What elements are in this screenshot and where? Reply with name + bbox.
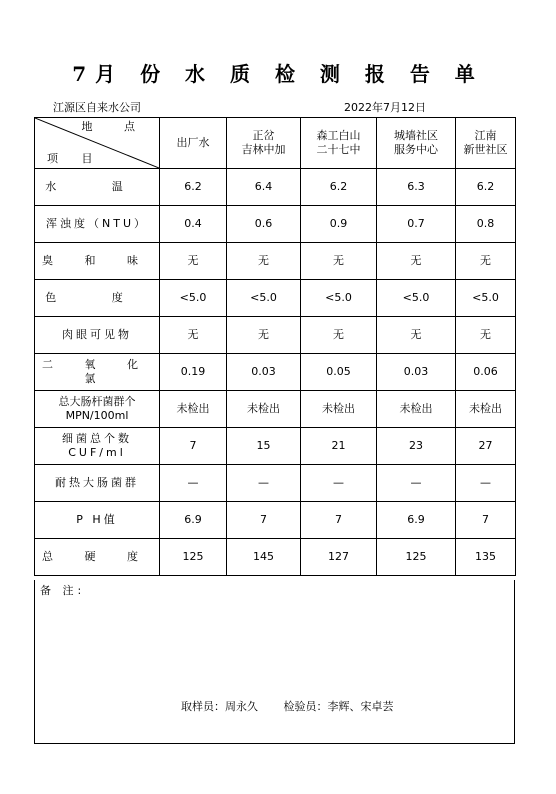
value-cell: — <box>160 465 227 502</box>
value-cell: 21 <box>301 428 377 465</box>
value-cell: 7 <box>227 502 301 539</box>
item-name-cell <box>35 391 160 428</box>
location-header-1: 正岔 吉林中加 <box>227 118 301 169</box>
item-name-part: MPN/100ml <box>65 409 129 422</box>
value-cell: — <box>456 465 516 502</box>
value-cell: 6.2 <box>456 169 516 206</box>
value-cell: — <box>377 465 456 502</box>
value-cell: 0.4 <box>160 206 227 243</box>
table-row <box>35 206 516 243</box>
value-cell: 23 <box>377 428 456 465</box>
item-name-cell: 耐热大肠菌群 <box>35 465 160 502</box>
remarks-label: 备 注: <box>40 584 86 597</box>
value-cell: 127 <box>301 539 377 576</box>
value-cell: <5.0 <box>377 280 456 317</box>
table-row <box>35 391 516 428</box>
item-name-cell: 细菌总个数 CUF/ml <box>35 428 160 465</box>
value-cell: — <box>227 465 301 502</box>
value-cell: 无 <box>227 317 301 354</box>
value-cell: 无 <box>456 243 516 280</box>
value-cell: — <box>301 465 377 502</box>
water-quality-table <box>34 117 516 576</box>
company-name: 江源区自来水公司 <box>53 101 141 114</box>
value-cell: 135 <box>456 539 516 576</box>
value-cell: 无 <box>160 317 227 354</box>
inspector-name: 检验员：李辉、宋卓芸 <box>283 700 394 713</box>
table-row <box>35 502 516 539</box>
report-date: 2022年7月12日 <box>344 101 426 114</box>
value-cell: 6.9 <box>160 502 227 539</box>
value-cell: 0.7 <box>377 206 456 243</box>
value-cell: 0.06 <box>456 354 516 391</box>
value-cell: 无 <box>456 317 516 354</box>
value-cell: 无 <box>377 317 456 354</box>
table-row <box>35 169 516 206</box>
value-cell: 7 <box>160 428 227 465</box>
value-cell: <5.0 <box>227 280 301 317</box>
item-name-cell: 浑浊度（NTU） <box>35 206 160 243</box>
value-cell: 6.4 <box>227 169 301 206</box>
value-cell: 15 <box>227 428 301 465</box>
table-row <box>35 243 516 280</box>
value-cell: 0.03 <box>377 354 456 391</box>
item-name-cell: 色 度 <box>35 280 160 317</box>
value-cell: 未检出 <box>377 391 456 428</box>
value-cell: 0.05 <box>301 354 377 391</box>
location-header-2: 森工白山 二十七中 <box>301 118 377 169</box>
value-cell: <5.0 <box>160 280 227 317</box>
item-name-cell: P H值 <box>35 502 160 539</box>
value-cell: 0.6 <box>227 206 301 243</box>
value-cell: 无 <box>227 243 301 280</box>
value-cell: 125 <box>160 539 227 576</box>
value-cell: <5.0 <box>456 280 516 317</box>
value-cell: 6.2 <box>160 169 227 206</box>
value-cell: 7 <box>301 502 377 539</box>
report-title: 7月 份 水 质 检 测 报 告 单 <box>72 62 484 86</box>
item-name-part: 总大肠杆菌群个 <box>58 395 136 408</box>
signature-line <box>181 698 416 714</box>
value-cell: 无 <box>301 317 377 354</box>
location-header-0: 出厂水 <box>160 118 227 169</box>
item-name-cell: 臭 和 味 <box>35 243 160 280</box>
value-cell: 未检出 <box>160 391 227 428</box>
table-row <box>35 280 516 317</box>
corner-item-label: 项 目 <box>47 152 103 165</box>
value-cell: <5.0 <box>301 280 377 317</box>
value-cell: 无 <box>377 243 456 280</box>
value-cell: 6.9 <box>377 502 456 539</box>
corner-header-cell <box>35 118 160 169</box>
item-name-cell: 二 氧 化 氯 <box>35 354 160 391</box>
value-cell: 6.3 <box>377 169 456 206</box>
table-row <box>35 539 516 576</box>
value-cell: 145 <box>227 539 301 576</box>
value-cell: 0.03 <box>227 354 301 391</box>
item-name-cell: 总 硬 度 <box>35 539 160 576</box>
item-name-cell: 肉眼可见物 <box>35 317 160 354</box>
table-row <box>35 354 516 391</box>
value-cell: 无 <box>160 243 227 280</box>
value-cell: 未检出 <box>301 391 377 428</box>
table-row <box>35 317 516 354</box>
value-cell: 125 <box>377 539 456 576</box>
corner-location-label: 地 点 <box>81 120 149 133</box>
value-cell: 未检出 <box>456 391 516 428</box>
value-cell: 0.8 <box>456 206 516 243</box>
sampler-name: 取样员：周永久 <box>181 700 258 713</box>
table-row <box>35 465 516 502</box>
value-cell: 0.19 <box>160 354 227 391</box>
value-cell: 未检出 <box>227 391 301 428</box>
value-cell: 6.2 <box>301 169 377 206</box>
location-header-3: 城墙社区 服务中心 <box>377 118 456 169</box>
table-row <box>35 428 516 465</box>
item-name-cell: 水 温 <box>35 169 160 206</box>
header-row <box>35 118 516 169</box>
remarks-box <box>34 580 515 744</box>
value-cell: 27 <box>456 428 516 465</box>
value-cell: 0.9 <box>301 206 377 243</box>
location-header-4: 江南 新世社区 <box>456 118 516 169</box>
value-cell: 7 <box>456 502 516 539</box>
value-cell: 无 <box>301 243 377 280</box>
